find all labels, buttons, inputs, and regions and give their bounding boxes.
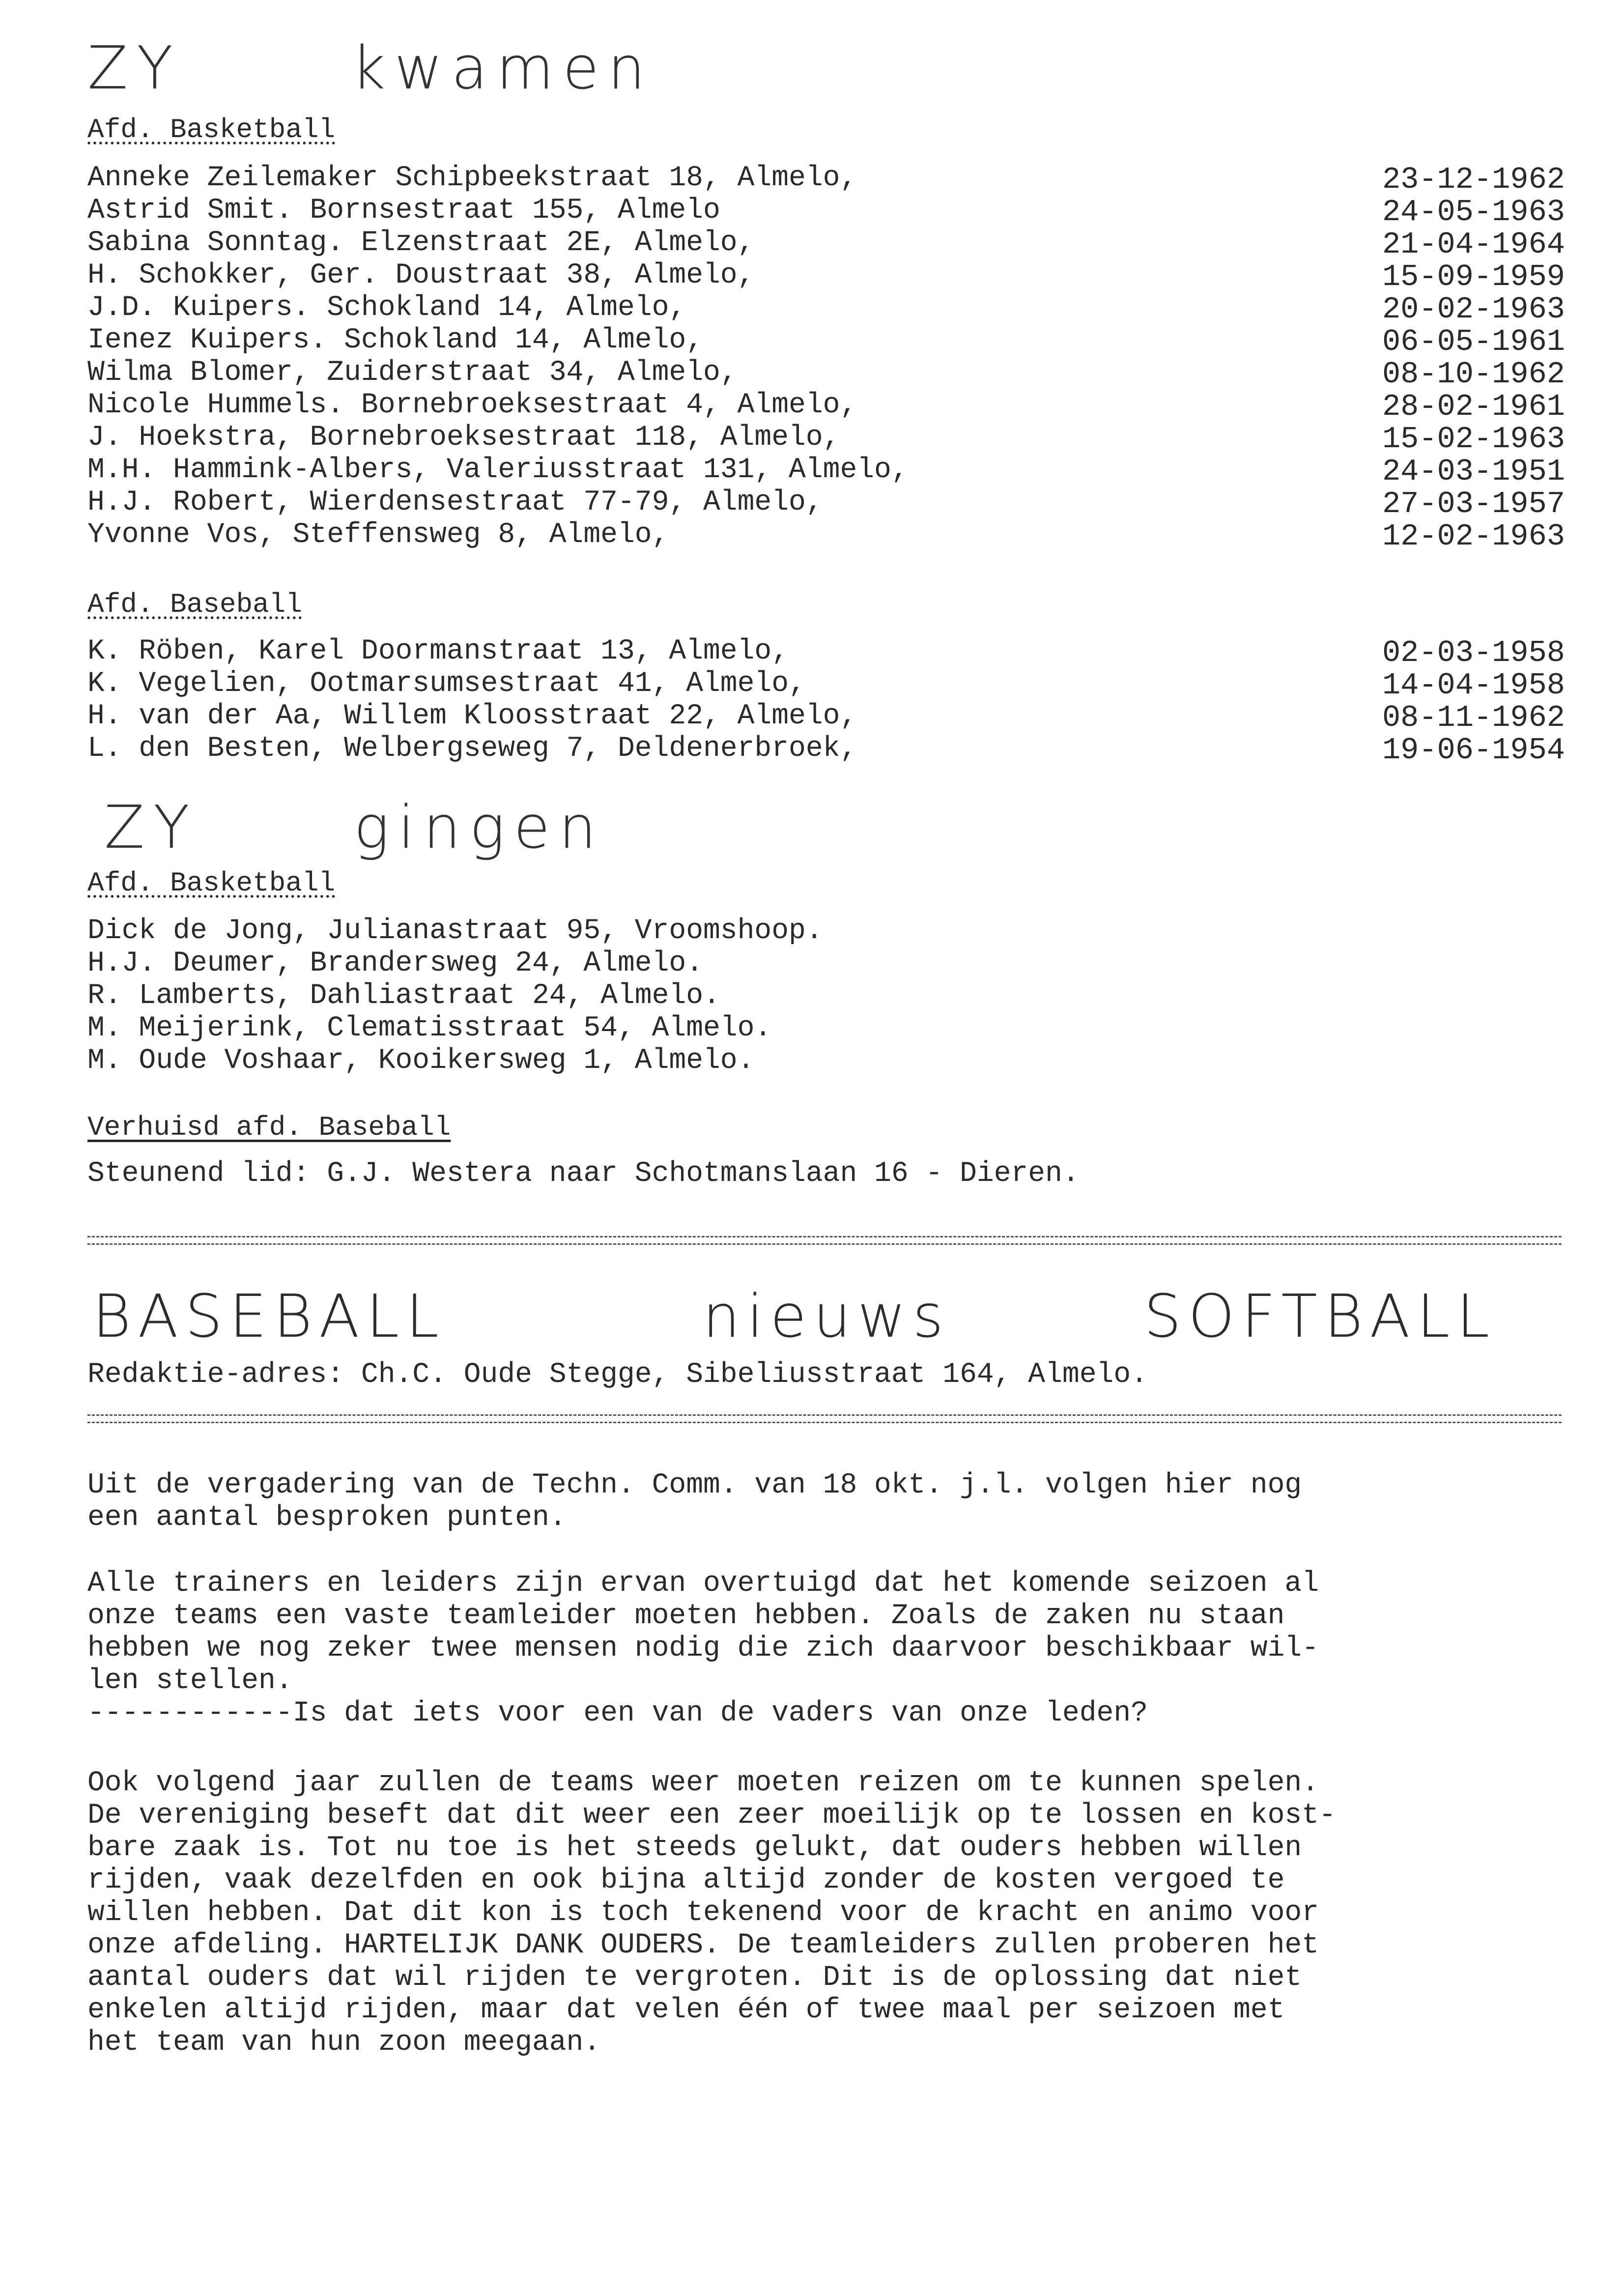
- list-item: [87, 259, 1565, 292]
- member-address: K. Vegelien, Ootmarsumsestraat 41, Almelo,: [87, 668, 806, 700]
- list-item: [87, 195, 1565, 230]
- list-item: [87, 227, 1565, 262]
- heading-went-right: gingen: [354, 794, 605, 862]
- member-address: Wilma Blomer, Zuiderstraat 34, Almelo,: [87, 357, 738, 389]
- member-address: H. van der Aa, Willem Kloosstraat 22, Almelo,: [87, 700, 857, 732]
- member-address: M.H. Hammink-Albers, Valeriusstraat 131, Almelo,: [87, 454, 909, 486]
- list-item: [87, 422, 1565, 457]
- member-date: 15-02-1963: [1382, 422, 1565, 457]
- member-date: 20-02-1963: [1382, 292, 1565, 327]
- heading-went-left: ZY: [104, 794, 199, 862]
- member-date: 27-03-1957: [1382, 487, 1565, 521]
- banner-softball: SOFTBALL: [1144, 1283, 1497, 1351]
- paragraph-1: Uit de vergadering van de Techn. Comm. van 18 okt. j.l. volgen hier nog een aantal besproken punten.: [87, 1469, 1302, 1534]
- member-date: 14-04-1958: [1382, 668, 1565, 703]
- section-label-moved: Verhuisd afd. Baseball: [87, 1112, 451, 1143]
- member-date: 19-06-1954: [1382, 733, 1565, 768]
- member-date: 24-03-1951: [1382, 454, 1565, 489]
- member-date: 24-05-1963: [1382, 195, 1565, 230]
- member-address: K. Röben, Karel Doormanstraat 13, Almelo,: [87, 635, 789, 667]
- member-address: Anneke Zeilemaker Schipbeekstraat 18, Almelo,: [87, 162, 857, 194]
- divider-bottom: [87, 1414, 1562, 1423]
- list-item: [87, 733, 1565, 768]
- member-address: Astrid Smit. Bornsestraat 155, Almelo: [87, 195, 720, 227]
- list-item: [87, 324, 1565, 357]
- member-date: 23-12-1962: [1382, 162, 1565, 197]
- list-item: [87, 519, 1565, 554]
- member-date: 21-04-1964: [1382, 227, 1565, 262]
- member-date: 02-03-1958: [1382, 635, 1565, 670]
- section-label-went-basketball: Afd. Basketball: [87, 867, 336, 899]
- member-address: J. Hoekstra, Bornebroeksestraat 118, Almelo,: [87, 422, 840, 454]
- member-date: 28-02-1961: [1382, 389, 1565, 424]
- banner-baseball: BASEBALL: [92, 1283, 446, 1351]
- section-label-came-basketball: Afd. Basketball: [87, 114, 336, 145]
- list-item: [87, 162, 1565, 195]
- section-label-came-baseball: Afd. Baseball: [87, 589, 302, 620]
- member-address: Nicole Hummels. Bornebroeksestraat 4, Almelo,: [87, 389, 857, 421]
- member-date: 08-11-1962: [1382, 700, 1565, 735]
- editorial-address: Redaktie-adres: Ch.C. Oude Stegge, Sibeliusstraat 164, Almelo.: [87, 1359, 1148, 1391]
- moved-line: Steunend lid: G.J. Westera naar Schotmanslaan 16 - Dieren.: [87, 1158, 1080, 1190]
- list-item: [87, 357, 1565, 392]
- list-item: [87, 454, 1565, 487]
- paragraph-2: Alle trainers en leiders zijn ervan overtuigd dat het komende seizoen al onze teams een vaste teamleider moeten hebben. Zoals de zaken nu staan hebben we nog zeker twee mensen nodig die zich daarvoor beschikbaar wil- len stellen.: [87, 1568, 1319, 1697]
- list-item: Dick de Jong, Julianastraat 95, Vroomshoop.: [87, 915, 823, 947]
- list-item: [87, 292, 1565, 327]
- member-date: 08-10-1962: [1382, 357, 1565, 392]
- member-address: Ienez Kuipers. Schokland 14, Almelo,: [87, 324, 704, 356]
- list-item: R. Lamberts, Dahliastraat 24, Almelo.: [87, 980, 720, 1012]
- member-address: H. Schokker, Ger. Doustraat 38, Almelo,: [87, 259, 755, 291]
- member-address: Yvonne Vos, Steffensweg 8, Almelo,: [87, 519, 669, 551]
- list-item: [87, 487, 1565, 519]
- heading-came-right: kwamen: [351, 34, 654, 103]
- heading-came-left: ZY: [87, 34, 182, 103]
- member-date: 15-09-1959: [1382, 259, 1565, 294]
- member-date: 12-02-1963: [1382, 519, 1565, 554]
- list-item: [87, 389, 1565, 422]
- list-item: [87, 668, 1565, 703]
- member-address: J.D. Kuipers. Schokland 14, Almelo,: [87, 292, 686, 324]
- member-address: Sabina Sonntag. Elzenstraat 2E, Almelo,: [87, 227, 755, 259]
- list-item: [87, 635, 1565, 668]
- list-item: M. Meijerink, Clematisstraat 54, Almelo.: [87, 1012, 772, 1044]
- member-address: H.J. Robert, Wierdensestraat 77-79, Almelo,: [87, 487, 823, 518]
- member-date: 06-05-1961: [1382, 324, 1565, 359]
- list-item: H.J. Deumer, Brandersweg 24, Almelo.: [87, 947, 704, 979]
- list-item: M. Oude Voshaar, Kooikersweg 1, Almelo.: [87, 1045, 755, 1077]
- member-address: L. den Besten, Welbergseweg 7, Deldenerbroek,: [87, 733, 857, 765]
- paragraph-2-question: ------------Is dat iets voor een van de vaders van onze leden?: [87, 1697, 1148, 1729]
- paragraph-3: Ook volgend jaar zullen de teams weer moeten reizen om te kunnen spelen. De vereniging beseft dat dit weer een zeer moeilijk op te lossen en kost- bare zaak is. Tot nu toe is het steeds gelukt, dat ouders hebben willen rijden, vaak dezelfden en ook bijna altijd zonder de kosten vergoed te willen hebben. Dat dit kon is toch tekenend voor de kracht en animo voor onze afdeling. HARTELIJK DANK OUDERS. De teamleiders zullen proberen het aantal ouders dat wil rijden te vergroten. Dit is de oplossing dat niet enkelen altijd rijden, maar dat velen één of twee maal per seizoen met het team van hun zoon meegaan.: [87, 1767, 1336, 2059]
- list-item: [87, 700, 1565, 733]
- divider-top: [87, 1236, 1562, 1245]
- banner-nieuws: nieuws: [703, 1283, 950, 1351]
